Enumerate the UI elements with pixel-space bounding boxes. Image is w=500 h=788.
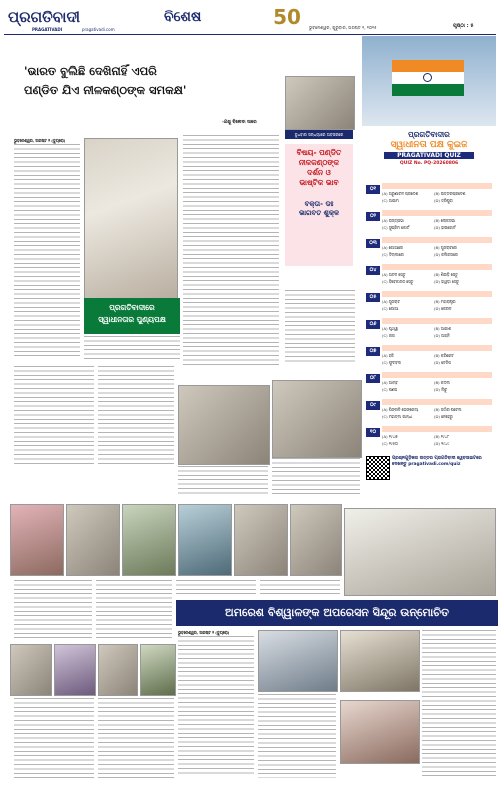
guest-photo-2 bbox=[66, 504, 120, 576]
launch-photo-2 bbox=[340, 630, 420, 692]
sidebar-line-1: ବିଷୟ- ପଣ୍ଡିତ bbox=[296, 148, 342, 157]
quiz-option: (A) ୧୯୪୭ bbox=[382, 434, 398, 439]
issue-date: ଭୁବନେଶ୍ୱର, ଗୁରୁବାର, ଅଗଷ୍ଟ ୨, ୨୦୨୫ bbox=[309, 25, 377, 30]
anniversary-number: 50 bbox=[273, 5, 301, 29]
sidebar-line-2: ନୀଳକଣ୍ଠଙ୍କ bbox=[298, 158, 340, 167]
quiz-question-text-bar bbox=[382, 318, 492, 324]
quiz-question-number: ୧୦ bbox=[366, 428, 380, 437]
lead-body-col1 bbox=[14, 144, 80, 358]
quiz-option: (C) ଫୁଟବଲ bbox=[382, 360, 401, 365]
quiz-option: (A) ହକି bbox=[382, 353, 394, 358]
lead-body-col2 bbox=[84, 336, 180, 362]
quiz-option: (A) ପୃଥ୍ୱୀ bbox=[382, 326, 399, 331]
quiz-option: (D) ହାୱଡ଼ା ସେତୁ bbox=[434, 279, 460, 284]
second-body-col2 bbox=[258, 694, 336, 778]
sidebar-box bbox=[285, 144, 353, 266]
quiz-question-number: ୦୨ bbox=[366, 212, 380, 221]
quiz-option: (D) ନେହେରୁ bbox=[434, 414, 453, 419]
quiz-list bbox=[364, 182, 494, 454]
quiz-question-text-bar bbox=[382, 426, 492, 432]
body-col-i bbox=[14, 698, 94, 778]
quiz-code: QUIZ No. PQ-20260806 bbox=[399, 161, 459, 166]
quiz-option: (A) ଅରୁଣାଚଳ ପ୍ରଦେଶ bbox=[382, 191, 419, 196]
logo: ପ୍ରଗତିବାଦୀ bbox=[8, 8, 81, 26]
lead-headline-line-1: 'ଭାରତ ବୁଲିଛି ଦେଖିନାହିଁ ଏପରି bbox=[24, 64, 157, 78]
sidebar-speaker-1: ବକ୍ତା- ଡଃ bbox=[304, 200, 334, 208]
body-col-d bbox=[272, 458, 360, 494]
flag-saffron bbox=[392, 60, 464, 72]
guest-photo-9 bbox=[98, 644, 138, 696]
quiz-option: (C) ମହାତ୍ମା ଗାନ୍ଧୀ bbox=[382, 414, 413, 419]
guest-photo-10 bbox=[140, 644, 176, 696]
quiz-option: (C) ସୁପ୍ରିମ କୋର୍ଟ bbox=[382, 225, 410, 230]
flag-image bbox=[362, 36, 496, 126]
second-dateline: ଭୁବନେଶ୍ୱର, ଅଗଷ୍ଟ ୨ (ବ୍ୟୁରୋ) bbox=[178, 630, 230, 635]
quiz-option: (D) ତ୍ରିପୁରା bbox=[434, 198, 453, 203]
section-title: ବିଶେଷ bbox=[164, 9, 202, 25]
event-photo-2 bbox=[272, 380, 362, 458]
quiz-question bbox=[364, 236, 494, 262]
quiz-question-number: ୦୬ bbox=[366, 320, 380, 329]
quiz-question bbox=[364, 263, 494, 289]
quiz-question-text-bar bbox=[382, 291, 492, 297]
quiz-question bbox=[364, 209, 494, 235]
lead-byline: -ଯଶୁ ବିନୋଦା ସାରେ bbox=[222, 120, 257, 125]
quiz-question-text-bar bbox=[382, 345, 492, 351]
quiz-option: (C) ନାଗ bbox=[382, 333, 395, 338]
quiz-option: (C) ବିବେକାନନ୍ଦ ସେତୁ bbox=[382, 279, 414, 284]
second-headline: ଅମରେଶ ବିଶ୍ୱାଳଙ୍କ ଅପରେସନ ସିନ୍ଦୂର ଉନ୍ମୋଚିତ bbox=[225, 606, 449, 619]
lead-headline-line-2: ପଣ୍ଡିତ ଯିଏ ନୀଳକଣ୍ଠଙ୍କ ସମକକ୍ଷ' bbox=[24, 83, 187, 97]
guest-photo-3 bbox=[122, 504, 176, 576]
quiz-option: (C) ଦିଲ୍ଲୀରେ bbox=[382, 252, 404, 257]
quiz-option: (B) ଲୋକସଭା bbox=[434, 218, 456, 223]
quiz-question-text-bar bbox=[382, 210, 492, 216]
website: pragativadi.com bbox=[82, 27, 115, 32]
quiz-question bbox=[364, 182, 494, 208]
quiz-option: (A) ଗୋଆରେ bbox=[382, 245, 403, 250]
quiz-question-number: ୦୭ bbox=[366, 347, 380, 356]
guest-photo-6 bbox=[290, 504, 342, 576]
quiz-question-text-bar bbox=[382, 399, 492, 405]
quiz-question-number: ୦୮ bbox=[366, 374, 380, 383]
second-headline-box bbox=[176, 600, 498, 626]
quiz-option: (D) ଅଗ୍ନି bbox=[434, 333, 450, 338]
quiz-option: (A) ଆମ୍ବ bbox=[382, 380, 398, 385]
quiz-option: (B) ସର୍ଦ୍ଦାର ପଟେଲ bbox=[434, 407, 462, 412]
launch-photo-1 bbox=[258, 630, 338, 692]
second-body-col1 bbox=[178, 636, 254, 776]
anniversary-logo bbox=[270, 4, 304, 30]
sidebar-line-4: ଭାଷ୍ଟିକ ଭାବ bbox=[299, 178, 339, 187]
quiz-option: (B) ଆକାଶ bbox=[434, 326, 451, 331]
guest-photo-4 bbox=[178, 504, 232, 576]
quiz-option: (A) ପିଙ୍ଗଳି ଭେଙ୍କେୟା bbox=[382, 407, 419, 412]
quiz-option: (B) ଗୁଜରାଟରେ bbox=[434, 245, 457, 250]
body-col-a bbox=[14, 366, 94, 466]
lead-body-col4 bbox=[285, 290, 355, 365]
quiz-option: (A) ରାଜ୍ୟସଭା bbox=[382, 218, 404, 223]
quiz-option: (B) ୧୯୪୮ bbox=[434, 434, 450, 439]
event-photo-1 bbox=[178, 385, 270, 465]
quiz-question-number: ୦୫ bbox=[366, 293, 380, 302]
quiz-panel bbox=[362, 36, 496, 504]
lead-banner-line-2: ସ୍ୱାଧୀନତାର ପୁଣ୍ୟପକ୍ଷ bbox=[98, 315, 166, 324]
guest-photo-7 bbox=[10, 644, 52, 696]
lead-body-col3 bbox=[183, 135, 279, 365]
body-col-b bbox=[98, 366, 174, 466]
quiz-question-text-bar bbox=[382, 237, 492, 243]
flag-green bbox=[392, 84, 464, 96]
lead-headline bbox=[24, 64, 279, 98]
guest-photo-8 bbox=[54, 644, 96, 696]
body-col-j bbox=[98, 698, 174, 778]
quiz-question bbox=[364, 290, 494, 316]
exhibition-photo bbox=[344, 508, 496, 596]
logo-sub: PRAGATIVADI bbox=[32, 27, 63, 32]
quiz-question-number: ୦୩ bbox=[366, 239, 380, 248]
sidebar-tag: ବୁଧବାର ସନ୍ଧ୍ୟାରେ ଅବସରରେ bbox=[285, 130, 353, 139]
quiz-option: (D) ଲିଚୁ bbox=[434, 387, 448, 392]
quiz-question-text-bar bbox=[382, 183, 492, 189]
lead-photo bbox=[84, 138, 178, 300]
qr-code bbox=[366, 456, 390, 480]
quiz-header bbox=[362, 126, 496, 180]
lead-banner-line-1: ପ୍ରଗତିବାଦୀରେ bbox=[109, 303, 155, 312]
body-col-h bbox=[260, 580, 340, 596]
ashoka-chakra-icon bbox=[423, 73, 432, 82]
quiz-question-number: ୦୯ bbox=[366, 401, 380, 410]
guest-photo-1 bbox=[10, 504, 64, 576]
quiz-option: (B) ମହାରାଷ୍ଟ୍ର bbox=[434, 299, 456, 304]
quiz-option: (D) ୧୯୪୯ bbox=[434, 441, 450, 446]
quiz-option: (C) ୧୯୫୦ bbox=[382, 441, 398, 446]
quiz-question-text-bar bbox=[382, 264, 492, 270]
quiz-footer: ପ୍ରଶ୍ନଗୁଡ଼ିକର ଉତ୍ତର ପ୍ରଗତିବାଦୀ ୱେବସାଇଟରେ ଦେଖନ୍ତୁ pragativadi.com/quiz bbox=[392, 456, 482, 467]
sidebar-speaker-2: ଭାଗବତ ଶୁକ୍ଳ bbox=[298, 209, 340, 217]
quiz-option: (B) କ୍ରିକେଟ bbox=[434, 353, 454, 358]
quiz-question-text-bar bbox=[382, 372, 492, 378]
lead-banner bbox=[84, 298, 180, 334]
quiz-title-en: PRAGATIVADI QUIZ bbox=[384, 152, 474, 159]
quiz-question bbox=[364, 317, 494, 343]
quiz-option: (B) କଦଳୀ bbox=[434, 380, 450, 385]
quiz-question bbox=[364, 371, 494, 397]
quiz-question-number: ୦୪ bbox=[366, 266, 380, 275]
body-col-g bbox=[176, 580, 256, 596]
sidebar-portrait bbox=[285, 76, 355, 130]
quiz-brand: ପ୍ରଗତିବାଦୀର bbox=[408, 130, 450, 139]
page-number: ପୃଷ୍ଠା : ୫ bbox=[453, 23, 474, 29]
quiz-option: (A) ଗୁଜରାଟ bbox=[382, 299, 400, 304]
quiz-option: (C) ଗୋଆ bbox=[382, 306, 399, 311]
lead-dateline: ଭୁବନେଶ୍ୱର, ଅଗଷ୍ଟ ୨ (ବ୍ୟୁରୋ) bbox=[14, 138, 66, 143]
quiz-question bbox=[364, 344, 494, 370]
body-col-c bbox=[178, 466, 268, 494]
body-col-f bbox=[96, 580, 172, 640]
quiz-question-number: ୦୧ bbox=[366, 185, 380, 194]
sidebar-panel bbox=[285, 76, 355, 286]
quiz-question bbox=[364, 398, 494, 424]
quiz-option: (A) ଅଟଳ ସେତୁ bbox=[382, 272, 406, 277]
photo-strip bbox=[10, 504, 340, 576]
quiz-title: ସ୍ୱାଧୀନତା ପକ୍ଷ କୁଇଜ bbox=[390, 140, 468, 150]
launch-photo-3 bbox=[340, 700, 420, 764]
masthead bbox=[4, 6, 496, 35]
quiz-question bbox=[364, 425, 494, 451]
quiz-option: (D) କେରଳ bbox=[434, 306, 452, 311]
quiz-option: (C) ପଣସ bbox=[382, 387, 398, 392]
guest-photo-5 bbox=[234, 504, 288, 576]
quiz-option: (D) ହାଇକୋର୍ଟ bbox=[434, 225, 456, 230]
second-body-col3 bbox=[422, 630, 496, 778]
quiz-option: (D) କଲିକତାରେ bbox=[434, 252, 458, 257]
body-col-e bbox=[14, 580, 92, 640]
quiz-option: (D) ଟେନିସ bbox=[434, 360, 451, 365]
quiz-option: (C) ଆସାମ bbox=[382, 198, 399, 203]
sidebar-line-3: ଦର୍ଶନ ଓ bbox=[307, 168, 331, 177]
quiz-option: (B) ଉତ୍ତରପ୍ରଦେଶ bbox=[434, 191, 466, 196]
quiz-option: (B) ଶିଉଡ଼ି ସେତୁ bbox=[434, 272, 458, 277]
